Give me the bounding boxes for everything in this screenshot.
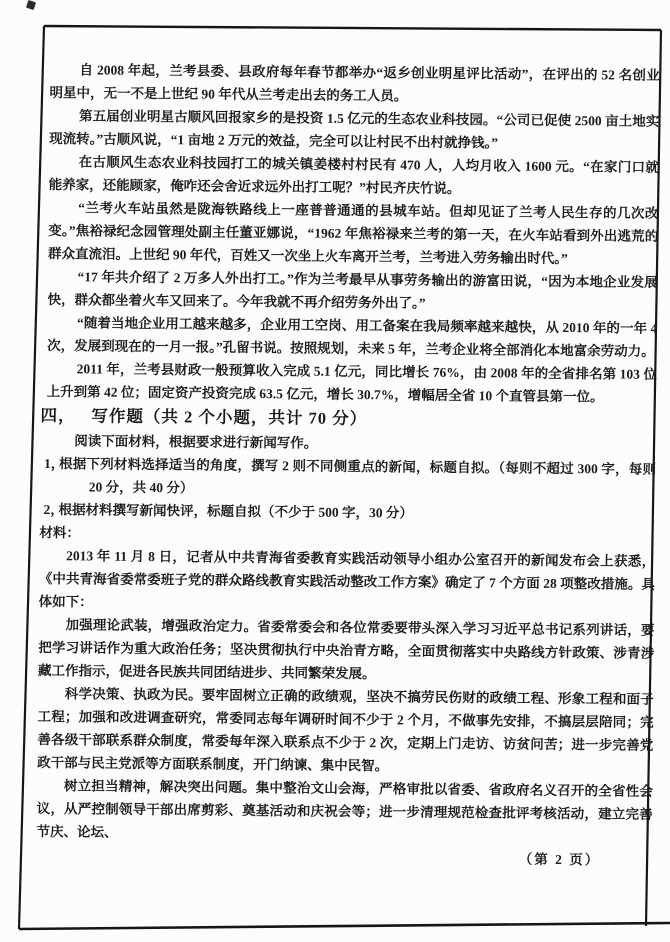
question-text: 根据材料撰写新闻快评，标题自拟（不少于 500 字，30 分） (58, 502, 414, 521)
question-item-1 (40, 452, 656, 504)
exam-paragraph: “随着当地企业用工越来越多，企业用工空岗、用工备案在我局频率越来越快，从 2010 年的一年 4 次，发展到现在的一月一报。”孔留书说。按照规划，未来 5 年，兰考企业将全部消化本地富余劳动力。 (47, 315, 658, 359)
frame-bottom-border (19, 923, 670, 929)
question-text: 根据下列材料选择适当的角度，撰写 2 则不同侧重点的新闻，标题自拟。（每则不超过 300 字，每则 20 分，共 40 分） (58, 456, 657, 496)
page-number: （第 2 页） (518, 851, 601, 868)
question-number: 2， (43, 502, 64, 518)
material-paragraph: 2013 年 11 月 8 日，记者从中共青海省委教育实践活动领导小组办公室召开的新闻发布会上获悉，《中共青海省委常委班子党的群众路线教育实践活动整改工作方案》确定了 7 个方面 28 项整改措施。具体如下： (38, 548, 656, 610)
exam-paragraph: 2011 年，兰考县财政一般预算收入完成 5.1 亿元，同比增长 76%，由 2008 年的全省排名第 103 位上升到第 42 位；固定资产投资完成 63.5 亿元，增长 30.7%，增幅居全省 10 个直管县第一位。 (46, 361, 657, 405)
exam-paragraph: 在古顺风生态农业科技园打工的城关镇姜楼村村民有 470 人，人均月收入 1600 元。“在家门口就能养家，还能顾家，俺咋还会舍近求远外出打工呢？”村民齐庆竹说。 (48, 154, 659, 197)
material-paragraph: 科学决策、执政为民。要牢固树立正确的政绩观，坚决不搞劳民伤财的政绩工程、形象工程和面子工程；加强和改进调查研究，常委同志每年调研时间不少于 2 个月，不做事先安排，不搞层层陪同；完善各级干部联系群众制度，常委每年深入联系点不少于 2 次，定期上门走访、访贫问苦；进一步完善党政干部与民主党派等方面联系制度，开门纳谏、集中民智。 (37, 686, 654, 774)
exam-paragraph: “兰考火车站虽然是陇海铁路线上一座普普通通的县城车站。但却见证了兰考人民生存的几次改变。”焦裕禄纪念园管理处副主任董亚娜说，“1962 年焦裕禄来兰考的第一天，在火车站看到外出逃荒的群众直流泪。上世纪 90 年代，百姓又一次坐上火车离开兰考，兰考进入劳务输出时代。” (47, 200, 659, 267)
exam-paragraph: “17 年共介绍了 2 万多人外出打工。”作为兰考最早从事劳务输出的游富田说，“因为本地企业发展快，群众都坐着火车又回来了。今年我就不再介绍劳务外出了。” (47, 269, 658, 311)
scanned-exam-page (36, 50, 660, 872)
material-paragraph: 加强理论武装，增强政治定力。省委常委会和各位常委要带头深入学习习近平总书记系列讲话，要把学习讲话作为重大政治任务；坚决贯彻执行中央治青方略，全面贯彻落实中央路线方针政策、涉青涉藏工作指示，促进各民族共同团结进步、共同繁荣发展。 (37, 617, 655, 682)
section-title: 写作题（共 2 个小题，共计 70 分） (91, 406, 368, 429)
section-intro: 阅读下面材料，根据要求进行新闻写作。 (74, 433, 318, 451)
section-number: 四， (40, 405, 76, 426)
question-number: 1， (43, 456, 65, 472)
exam-paragraph: 第五届创业明星古顺风回报家乡的是投资 1.5 亿元的生态农业科技园。“公司已促使 2500 亩土地实现流转。”古顺风说，“1 亩地 2 万元的效益，完全可以让村民不出村就挣钱。” (49, 108, 660, 151)
exam-paragraph: 自 2008 年起，兰考县委、县政府每年春节都举办“返乡创业明星评比活动”，在评出的 52 名创业明星中，无一不是上世纪 90 年代从兰考走出去的务工人员。 (49, 62, 660, 104)
frame-top-border (44, 26, 661, 30)
material-label: 材料： (39, 524, 80, 541)
material-paragraph: 树立担当精神，解决突出问题。集中整治文山会海，严格审批以省委、省政府名义召开的全省性会议，从严控制领导干部出席剪彩、奠基活动和庆祝会等；进一步清理规范检查批评考核活动，建立完善节庆、论坛、 (36, 778, 653, 840)
